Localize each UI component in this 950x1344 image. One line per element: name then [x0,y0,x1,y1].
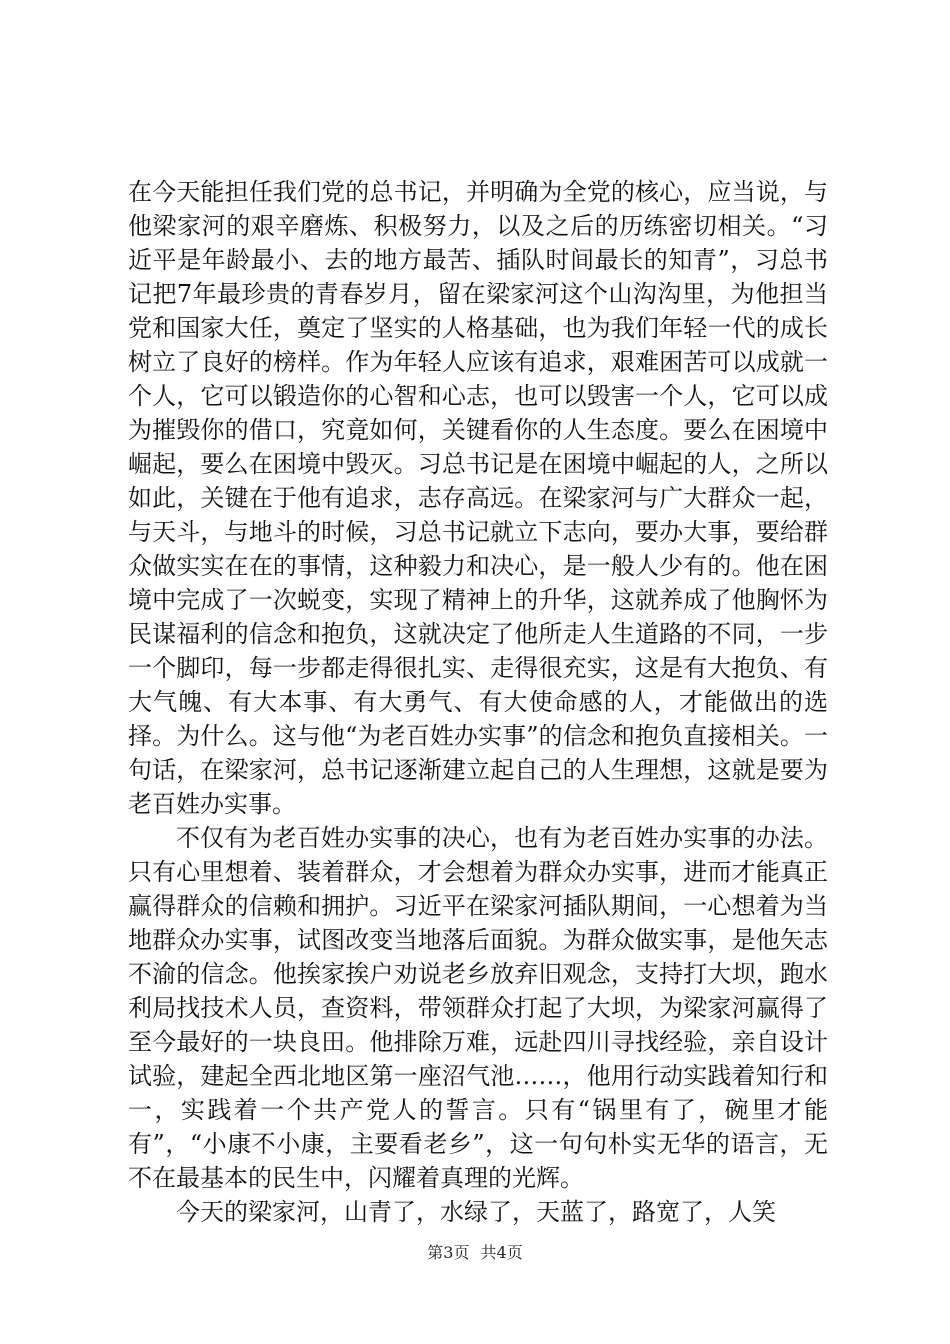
page-footer [0,1240,950,1263]
page-total: 共4页 [480,1243,523,1262]
document-body [128,175,828,1229]
paragraph-1: 在今天能担任我们党的总书记，并明确为全党的核心，应当说，与他梁家河的艰辛磨炼、积极努力，以及之后的历练密切相关。“习近平是年龄最小、去的地方最苦、插队时间最长的知青”，习总书记把7年最珍贵的青春岁月，留在梁家河这个山沟沟里，为他担当党和国家大任，奠定了坚实的人格基础，也为我们年轻一代的成长树立了良好的榜样。作为年轻人应该有追求，艰难困苦可以成就一个人，它可以锻造你的心智和心志，也可以毁害一个人，它可以成为摧毁你的借口，究竟如何，关键看你的人生态度。要么在困境中崛起，要么在困境中毁灭。习总书记是在困境中崛起的人，之所以如此，关键在于他有追求，志存高远。在梁家河与广大群众一起，与天斗，与地斗的时候，习总书记就立下志向，要办大事，要给群众做实实在在的事情，这种毅力和决心，是一般人少有的。他在困境中完成了一次蜕变，实现了精神上的升华，这就养成了他胸怀为民谋福利的信念和抱负，这就决定了他所走人生道路的不同，一步一个脚印，每一步都走得很扎实、走得很充实，这是有大抱负、有大气魄、有大本事、有大勇气、有大使命感的人，才能做出的选择。为什么。这与他“为老百姓办实事”的信念和抱负直接相关。一句话，在梁家河，总书记逐渐建立起自己的人生理想，这就是要为老百姓办实事。 [128,178,828,818]
page-number: 第3页 [427,1243,470,1262]
paragraph-2: 不仅有为老百姓办实事的决心，也有为老百姓办实事的办法。只有心里想着、装着群众，才会想着为群众办实事，进而才能真正赢得群众的信赖和拥护。习近平在梁家河插队期间，一心想着为当地群众办实事，试图改变当地落后面貌。为群众做实事，是他矢志不渝的信念。他挨家挨户劝说老乡放弃旧观念，支持打大坝，跑水利局找技术人员，查资料，带领群众打起了大坝，为梁家河赢得了至今最好的一块良田。他排除万难，远赴四川寻找经验，亲自设计试验，建起全西北地区第一座沼气池……，他用行动实践着知行和一，实践着一个共产党人的誓言。只有“锅里有了，碗里才能有”，“小康不小康，主要看老乡”，这一句句朴实无华的语言，无不在最基本的民生中，闪耀着真理的光辉。 [128,824,828,1192]
paragraph-3: 今天的梁家河，山青了，水绿了，天蓝了，路宽了，人笑 [176,1198,776,1226]
